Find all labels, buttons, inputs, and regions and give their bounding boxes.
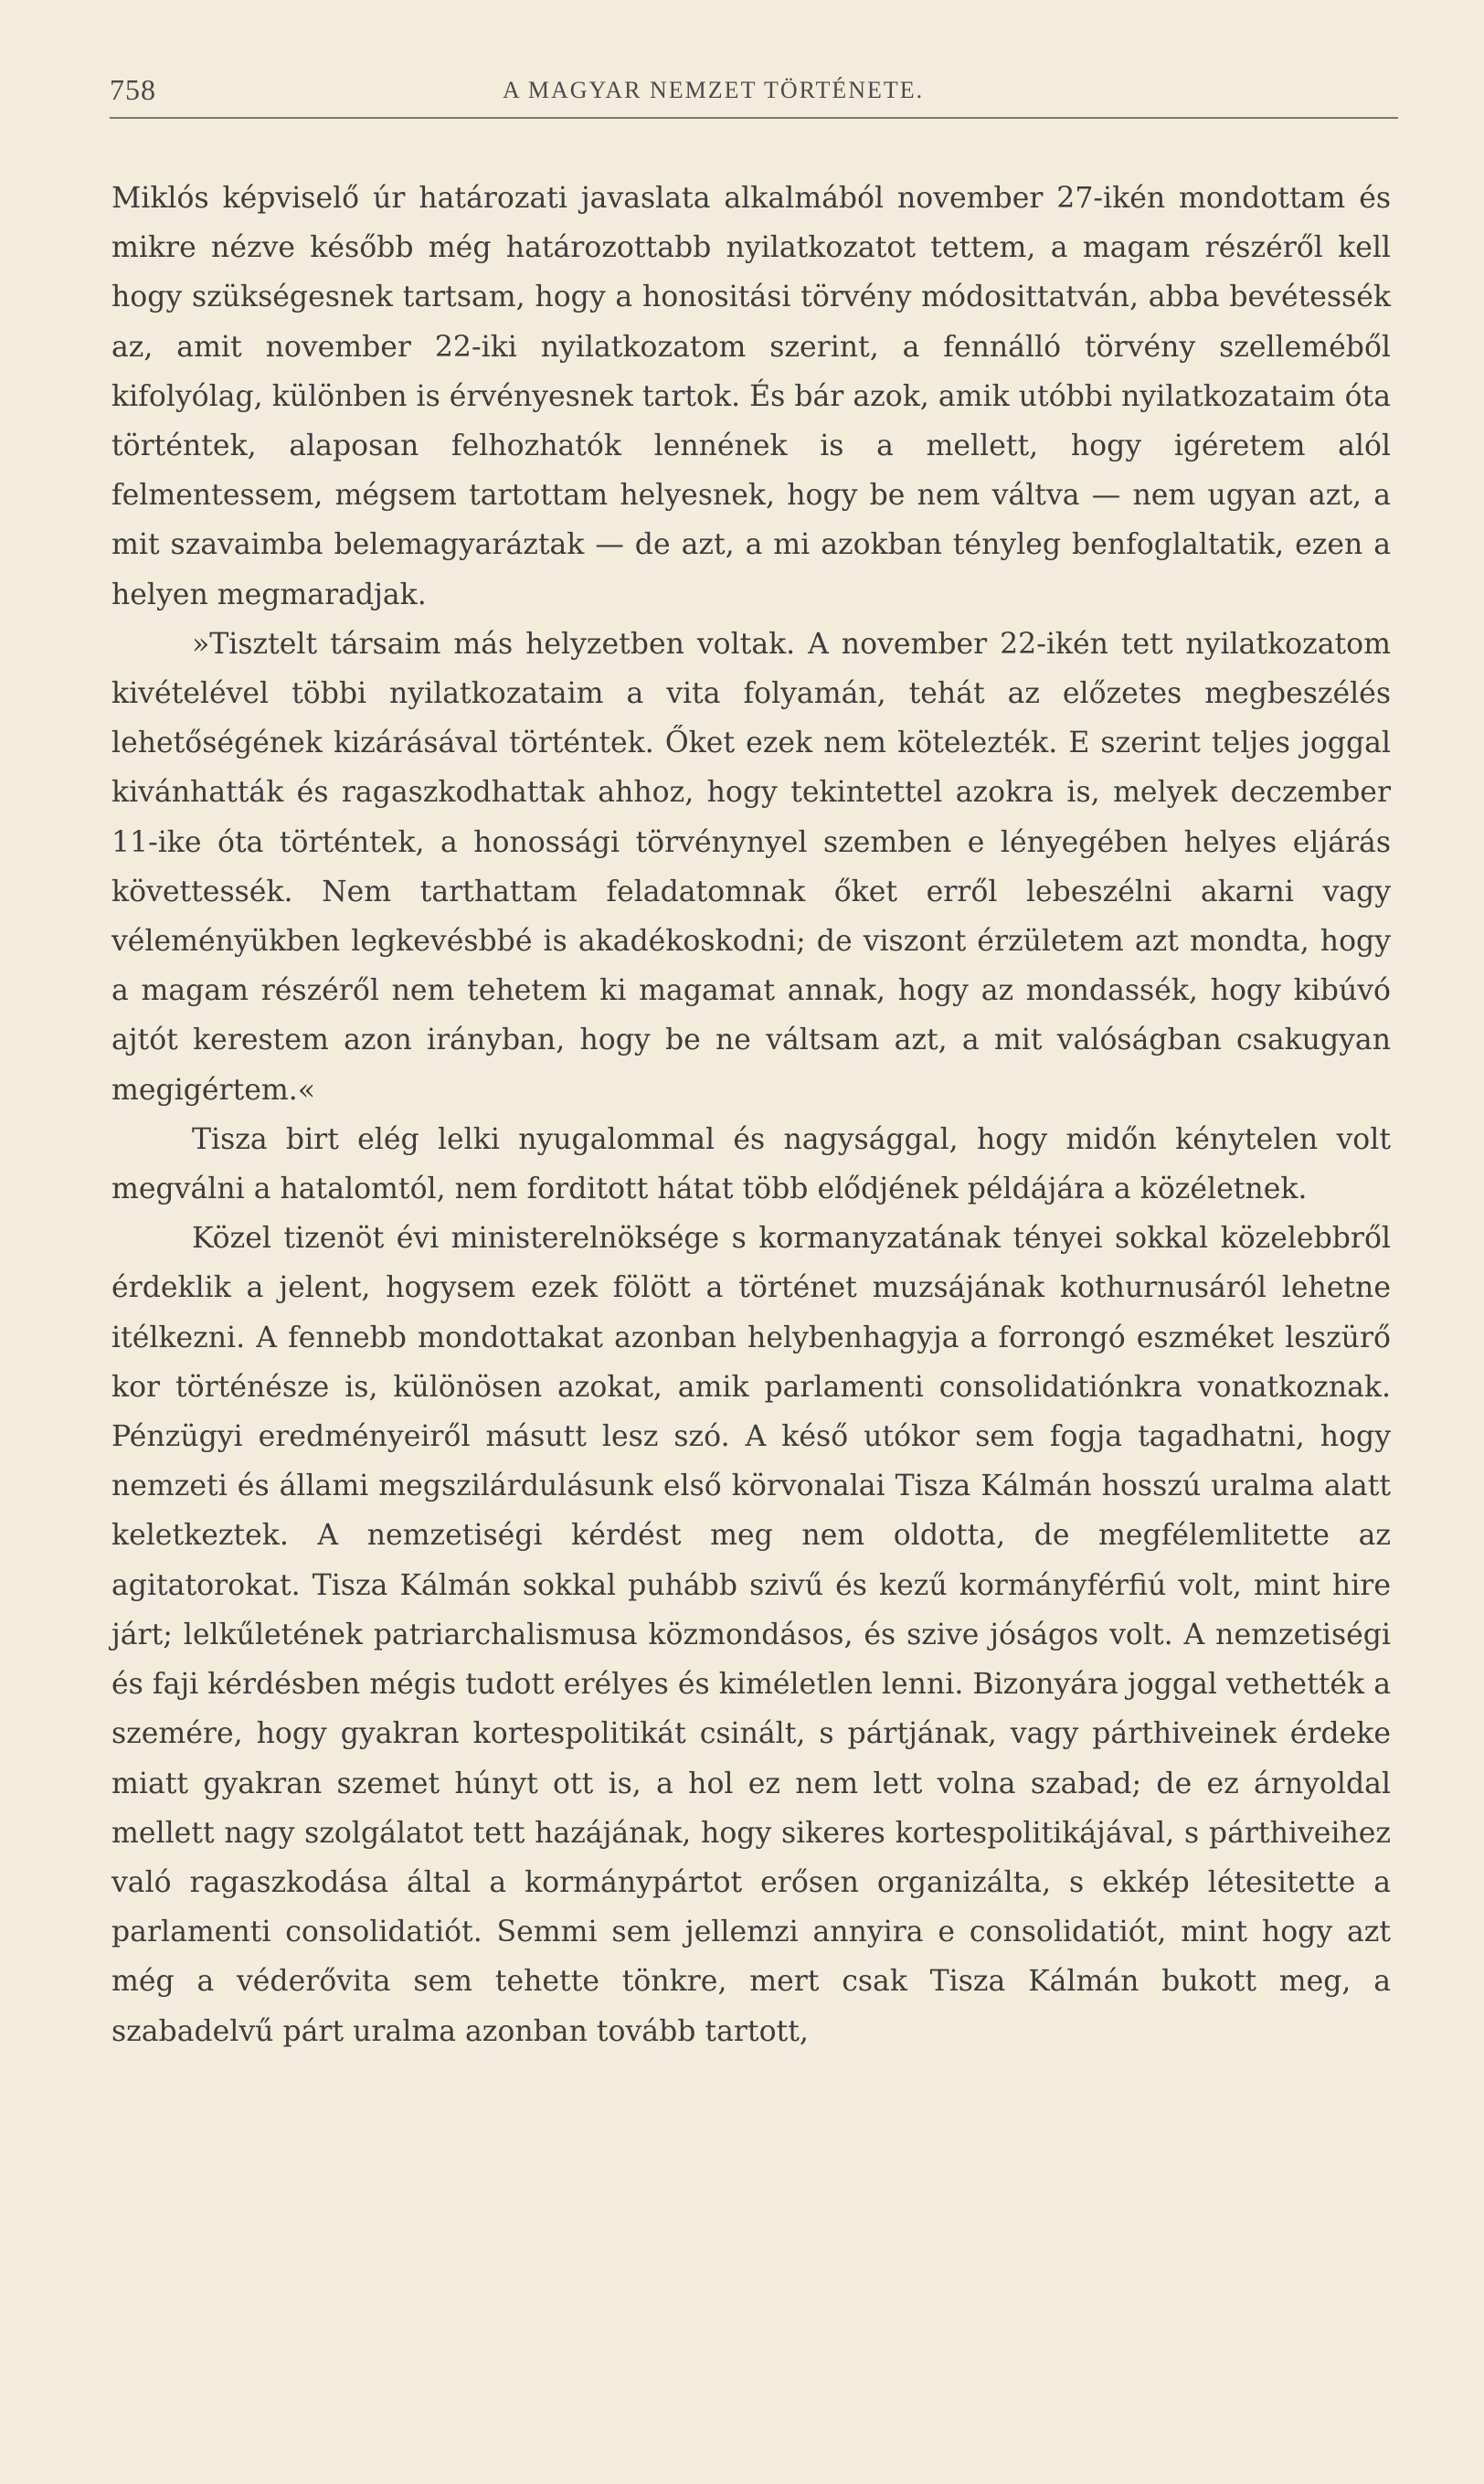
paragraph: Miklós képviselő úr határozati javaslata alkalmából november 27-ikén mondottam és mikre nézve később még határozottabb nyilatkozatot tettem, a magam részéről kell hogy szükségesnek tartsam, hogy a honositási törvény módosittatván, abba bevétessék az, amit november 22-iki nyilatkozatom szerint, a fennálló törvény szelleméből kifolyólag, különben is érvényesnek tartok. És bár azok, amik utóbbi nyilatkozataim óta történtek, alaposan felhozhatók lennének is a mellett, hogy igéretem alól felmentessem, mégsem tartottam helyesnek, hogy be nem váltva — nem ugyan azt, a mit szavaimba belemagyaráztak — de azt, a mi azokban tényleg benfoglaltatik, ezen a helyen megmaradjak.: [111, 182, 1391, 611]
running-title: A MAGYAR NEMZET TÖRTÉNETE.: [503, 77, 925, 103]
body-text: [111, 174, 1391, 2056]
paragraph: Tisza birt elég lelki nyugalommal és nagysággal, hogy midőn kénytelen volt megválni a hatalomtól, nem forditott hátat több elődjének példájára a közéletnek.: [111, 1122, 1391, 1206]
page-number: 758: [110, 73, 156, 106]
header-rule: [110, 117, 1398, 119]
page-header: [110, 73, 1389, 121]
paragraph: »Tisztelt társaim más helyzetben voltak. A november 22-ikén tett nyilatkozatom kivételével többi nyilatkozataim a vita folyamán, tehát az előzetes megbeszélés lehetőségének kizárásával történtek. Őket ezek nem kötelezték. E szerint teljes joggal kivánhatták és ragaszkodhattak ahhoz, hogy tekintettel azokra is, melyek deczember 11-ike óta történtek, a honossági törvénynyel szemben e lényegében helyes eljárás követtessék. Nem tarthattam feladatomnak őket erről lebeszélni akarni vagy véleményükben legkevésbbé is akadékoskodni; de viszont érzületem azt mondta, hogy a magam részéről nem tehetem ki magamat annak, hogy az mondassék, hogy kibúvó ajtót kerestem azon irányban, hogy be ne váltsam azt, a mit valóságban csakugyan megigértem.«: [111, 627, 1391, 1107]
paragraph: Közel tizenöt évi ministerelnöksége s kormanyzatának tényei sokkal közelebbről érdeklik a jelent, hogysem ezek fölött a történet muzsájának kothurnusáról lehetne itélkezni. A fennebb mondottakat azonban helybenhagyja a forrongó eszméket leszürő kor történésze is, különösen azokat, amik parlamenti consolidatiónkra vonatkoznak. Pénzügyi eredményeiről másutt lesz szó. A késő utókor sem fogja tagadhatni, hogy nemzeti és állami megszilárdulásunk első körvonalai Tisza Kálmán hosszú uralma alatt keletkeztek. A nemzetiségi kérdést meg nem oldotta, de megfélemlitette az agitatorokat. Tisza Kálmán sokkal puhább szivű és kezű kormányférfiú volt, mint hire járt; lelkűletének patriarchalismusa közmondásos, és szive jóságos volt. A nemzetiségi és faji kérdésben mégis tudott erélyes és kiméletlen lenni. Bizonyára joggal vethették a szemére, hogy gyakran kortespolitikát csinált, s pártjának, vagy párthiveinek érdeke miatt gyakran szemet húnyt ott is, a hol ez nem lett volna szabad; de ez árnyoldal mellett nagy szolgálatot tett hazájának, hogy sikeres kortespolitikájával, s párthiveihez való ragaszkodása által a kormánypártot erősen organizálta, s ekkép létesitette a parlamenti consolidatiót. Semmi sem jellemzi annyira e consolidatiót, mint hogy azt még a véderővita sem tehette tönkre, mert csak Tisza Kálmán bukott meg, a szabadelvű párt uralma azonban tovább tartott,: [111, 1222, 1391, 2048]
